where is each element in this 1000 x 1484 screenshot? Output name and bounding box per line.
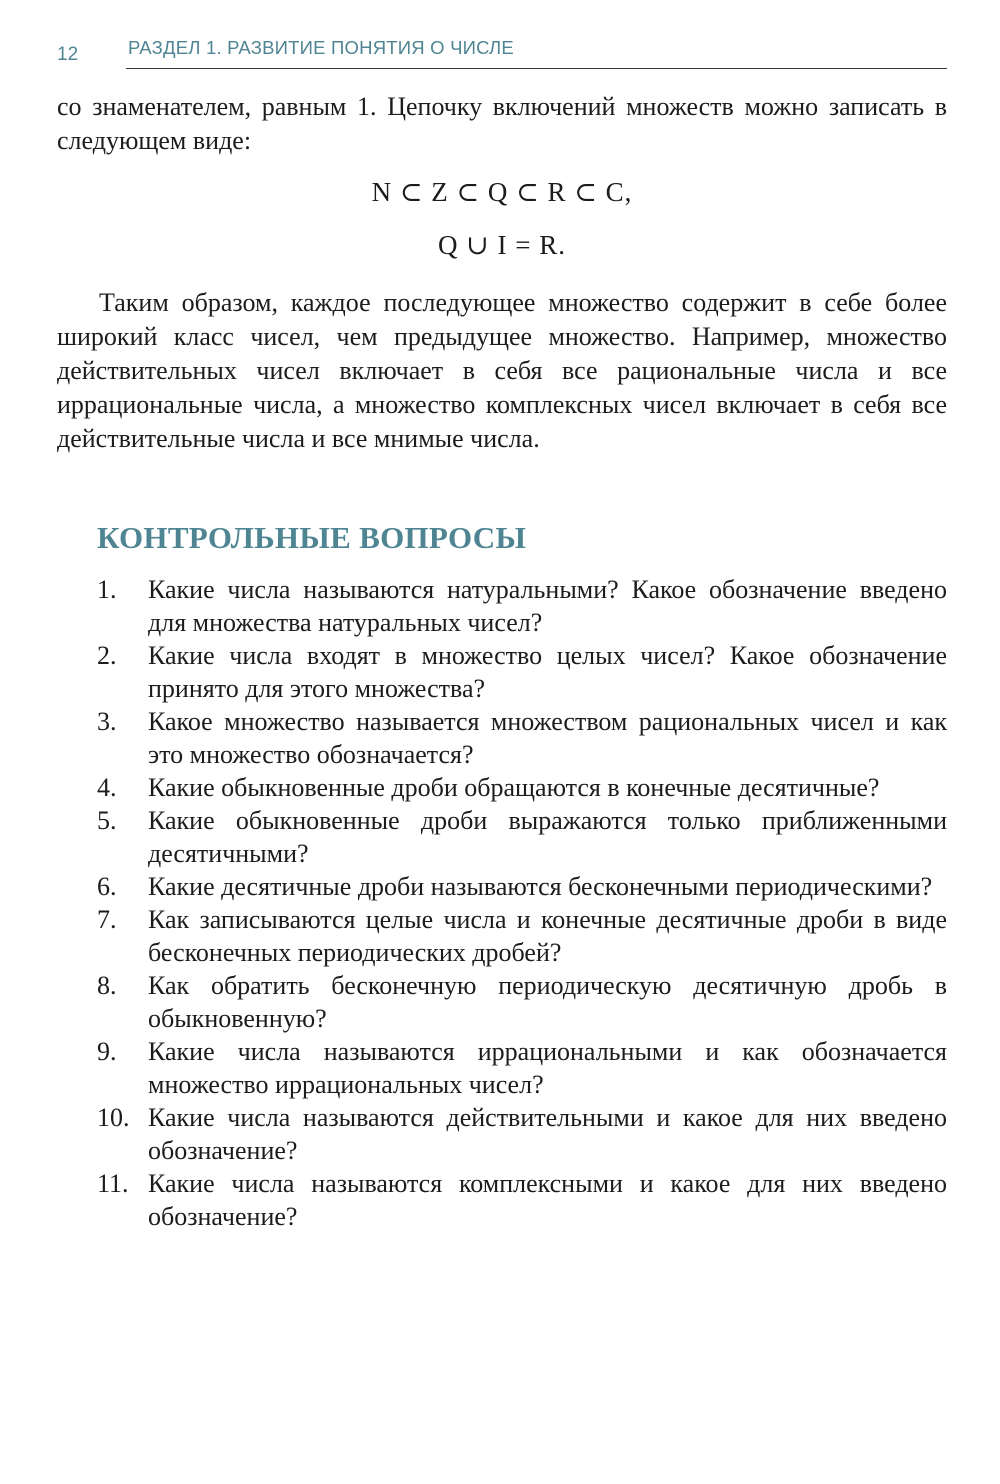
question-text: Какое множество называется множеством рациональных чисел и как это множество обозначается? <box>148 707 947 769</box>
question-text: Какие обыкновенные дроби выражаются только приближенными десятичными? <box>148 806 947 868</box>
questions-list <box>57 573 947 1233</box>
page-header <box>57 36 947 76</box>
question-item <box>57 1035 947 1101</box>
question-number: 4. <box>97 773 117 802</box>
intro-paragraph-block <box>57 90 947 158</box>
question-text: Какие десятичные дроби называются бесконечными периодическими? <box>148 872 933 901</box>
question-item <box>57 705 947 771</box>
question-item <box>57 870 947 903</box>
question-text: Какие числа называются иррациональными и как обозначается множество иррациональных чисел? <box>148 1037 947 1099</box>
question-text: Какие числа входят в множество целых чисел? Какое обозначение принято для этого множества? <box>148 641 947 703</box>
question-item <box>57 1101 947 1167</box>
question-item <box>57 771 947 804</box>
formula-set-union: Q ∪ I = R. <box>437 230 567 260</box>
question-item <box>57 573 947 639</box>
summary-paragraph-block <box>57 286 947 456</box>
formula-set-chain: N ⊂ Z ⊂ Q ⊂ R ⊂ C, <box>371 177 633 207</box>
question-number: 6. <box>97 872 117 901</box>
question-text: Как записываются целые числа и конечные десятичные дроби в виде бесконечных периодических дробей? <box>148 905 947 967</box>
question-number: 5. <box>97 806 117 835</box>
question-number: 1. <box>97 575 117 604</box>
intro-paragraph: со знаменателем, равным 1. Цепочку включений множеств можно записать в следующем виде: <box>57 92 947 155</box>
question-number: 2. <box>97 641 117 670</box>
question-number: 7. <box>97 905 117 934</box>
question-text: Как обратить бесконечную периодическую десятичную дробь в обыкновенную? <box>148 971 947 1033</box>
question-number: 10. <box>97 1103 130 1132</box>
section-title: КОНТРОЛЬНЫЕ ВОПРОСЫ <box>97 520 527 555</box>
header-rule <box>126 68 947 69</box>
question-text: Какие обыкновенные дроби обращаются в конечные десятичные? <box>148 773 880 802</box>
question-text: Какие числа называются натуральными? Какое обозначение введено для множества натуральных чисел? <box>148 575 947 637</box>
question-number: 8. <box>97 971 117 1000</box>
question-text: Какие числа называются комплексными и какое для них введено обозначение? <box>148 1169 947 1231</box>
question-item <box>57 903 947 969</box>
question-number: 11. <box>97 1169 129 1198</box>
question-item <box>57 969 947 1035</box>
question-item <box>57 1167 947 1233</box>
question-number: 9. <box>97 1037 117 1066</box>
summary-paragraph: Таким образом, каждое последующее множество содержит в себе более широкий класс чисел, чем предыдущее множество. Например, множество действительных чисел включает в себя все рациональные числа и все иррациональные числа, а множество комплексных чисел включает в себя все действительные числа и все мнимые числа. <box>57 288 947 453</box>
page-number: 12 <box>57 44 79 65</box>
question-item <box>57 804 947 870</box>
running-title: РАЗДЕЛ 1. РАЗВИТИЕ ПОНЯТИЯ О ЧИСЛЕ <box>128 37 514 58</box>
question-number: 3. <box>97 707 117 736</box>
question-item <box>57 639 947 705</box>
question-text: Какие числа называются действительными и какое для них введено обозначение? <box>148 1103 947 1165</box>
